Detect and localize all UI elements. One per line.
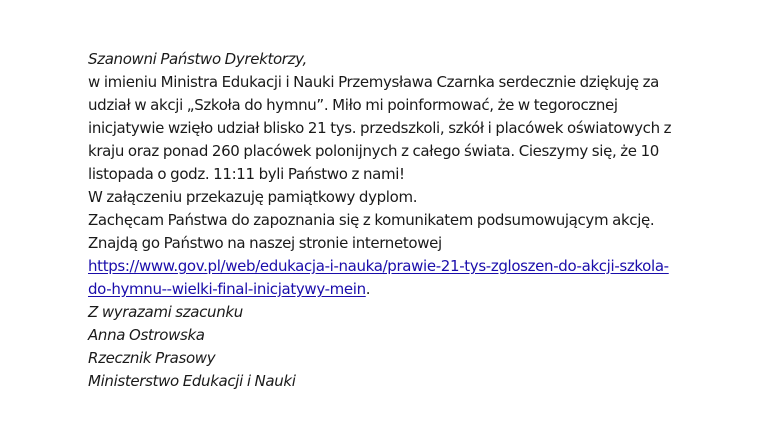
announcement-link-part1[interactable]: https://www.gov.pl/web/edukacja-i-nauka/prawie-21-tys-zgloszen-do-akcji-szkola- <box>88 257 669 275</box>
body-line: Znajdą go Państwo na naszej stronie internetowej <box>88 234 442 252</box>
email-body <box>88 48 748 393</box>
signature-title: Rzecznik Prasowy <box>88 349 216 367</box>
body-line: W załączeniu przekazuję pamiątkowy dyplom. <box>88 188 418 206</box>
link-line <box>88 255 748 278</box>
link-trailing-period: . <box>365 280 371 298</box>
body-line: udział w akcji „Szkoła do hymnu”. Miło mi poinformować, że w tegorocznej <box>88 96 618 114</box>
body-line: kraju oraz ponad 260 placówek polonijnych z całego świata. Cieszymy się, że 10 <box>88 142 659 160</box>
closing: Z wyrazami szacunku <box>88 303 243 321</box>
announcement-link-part2[interactable]: do-hymnu--wielki-final-inicjatywy-mein <box>88 280 366 298</box>
body-line: Zachęcam Państwa do zapoznania się z komunikatem podsumowującym akcję. <box>88 211 655 229</box>
body-line: listopada o godz. 11:11 byli Państwo z nami! <box>88 165 405 183</box>
body-line: inicjatywie wzięło udział blisko 21 tys. przedszkoli, szkół i placówek oświatowych z <box>88 119 672 137</box>
greeting: Szanowni Państwo Dyrektorzy, <box>88 50 307 68</box>
link-line <box>88 278 748 301</box>
body-line: w imieniu Ministra Edukacji i Nauki Przemysława Czarnka serdecznie dziękuję za <box>88 73 660 91</box>
signature-organization: Ministerstwo Edukacji i Nauki <box>88 372 296 390</box>
signature-name: Anna Ostrowska <box>88 326 205 344</box>
